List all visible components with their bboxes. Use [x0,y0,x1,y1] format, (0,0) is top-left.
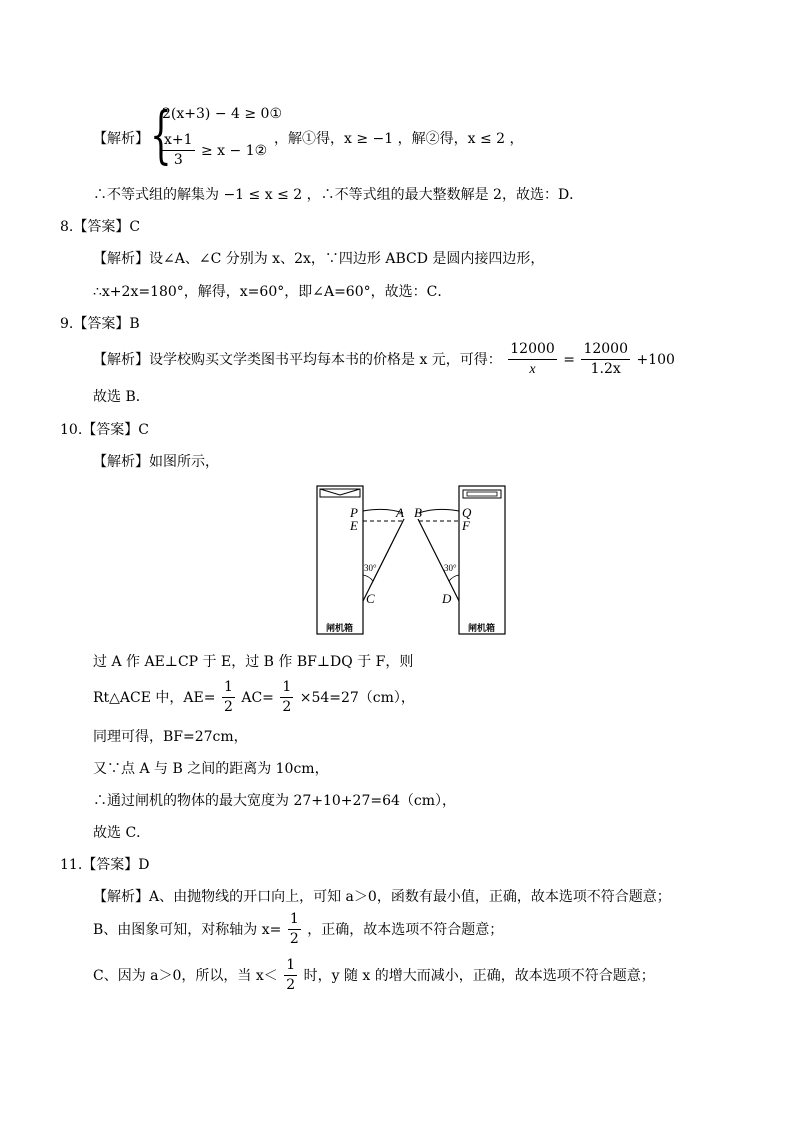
q9-fraction-1: $\frac{12000}{x}$ [510,341,555,378]
angle-label-right: 30° [444,563,457,573]
q10-line-6: ∴通过闸机的物体的最大宽度为 27+10+27=64（cm）， [93,793,457,809]
system-line-1: 2(x+3) − 4 ≥ 0① [162,106,282,122]
left-gate-envelope-icon [320,489,360,497]
q11-half-c: $\frac{1}{2}$ [286,957,296,994]
q10-line-2: 过 A 作 AE⊥CP 于 E，过 B 作 BF⊥DQ 于 F，则 [93,654,414,670]
label-P: P [350,505,358,520]
q8-heading: 8.【答案】C [60,219,141,235]
q9-heading: 9.【答案】B [60,316,140,332]
q10-heading: 10.【答案】C [60,422,149,438]
right-gate-slot-icon [463,490,501,498]
system-fraction: $\frac{x+1}{3}$ [164,132,193,169]
label-A: A [396,505,404,520]
q11-line-2: B、由图象可知，对称轴为 x= $\frac{1}{2}$ ，正确，故本选项不符合题意； [93,911,504,948]
q8-line-1: 【解析】设∠A、∠C 分别为 x、2x，∵四边形 ABCD 是圆内接四边形， [93,251,545,267]
q10-line-7: 故选 C． [93,825,151,841]
system-line-2: $\frac{x+1}{3}$ ≥ x − 1② [164,132,268,169]
q11-half-b: $\frac{1}{2}$ [289,911,299,948]
q7-conclusion: ∴不等式组的解集为 −1 ≤ x ≤ 2 ，∴不等式组的最大整数解是 2，故选：D． [93,187,584,203]
q10-line-3: Rt△ACE 中，AE= $\frac{1}{2}$ AC= $\frac{1}{2}$ ×54=27（cm）， [93,679,415,716]
right-gate-label: 闸机箱 [468,623,496,633]
segment-AC [363,519,404,601]
q11-line-3: C、因为 a＞0，所以，当 x＜ $\frac{1}{2}$ 时，y 随 x 的增大而减小，正确，故本选项不符合题意； [93,957,655,994]
label-E: E [350,518,358,533]
q7-after-system: ，解①得，x ≥ −1 ，解②得，x ≤ 2 ， [274,131,524,147]
turnstile-figure [311,483,511,638]
left-gate-label: 闸机箱 [326,623,354,633]
angle-arc-right [449,575,459,581]
label-D: D [442,591,452,606]
q10-line-5: 又∵点 A 与 B 之间的距离为 10cm， [93,761,329,777]
segment-BD [418,519,459,601]
q10-line-4: 同理可得，BF=27cm， [93,729,248,745]
angle-arc-left [363,575,373,581]
q11-line-1: 【解析】A、由抛物线的开口向上，可知 a＞0，函数有最小值，正确，故本选项不符合题意； [93,889,671,905]
system-brace: { [150,98,172,171]
label-C: C [366,591,375,606]
right-arc [419,509,459,513]
label-B: B [414,505,422,520]
label-Q: Q [462,505,472,520]
angle-label-left: 30° [364,563,377,573]
q8-line-2: ∴x+2x=180°，解得，x=60°，即∠A=60°，故选：C． [93,284,452,300]
q10-line-1: 【解析】如图所示， [93,454,219,470]
q10-half-1: $\frac{1}{2}$ [223,679,233,716]
q10-half-2: $\frac{1}{2}$ [282,679,292,716]
label-F: F [462,518,470,533]
q7-label: 【解析】 [93,131,149,147]
q9-fraction-2: $\frac{12000}{1.2x}$ [583,341,628,378]
q9-line-2: 故选 B． [93,389,150,405]
q11-heading: 11.【答案】D [60,857,150,873]
q9-line-1: 【解析】设学校购买文学类图书平均每本书的价格是 x 元，可得： $\frac{12000}{x}$ = $\frac{12000}{1.2x}$ +100 [93,341,675,378]
